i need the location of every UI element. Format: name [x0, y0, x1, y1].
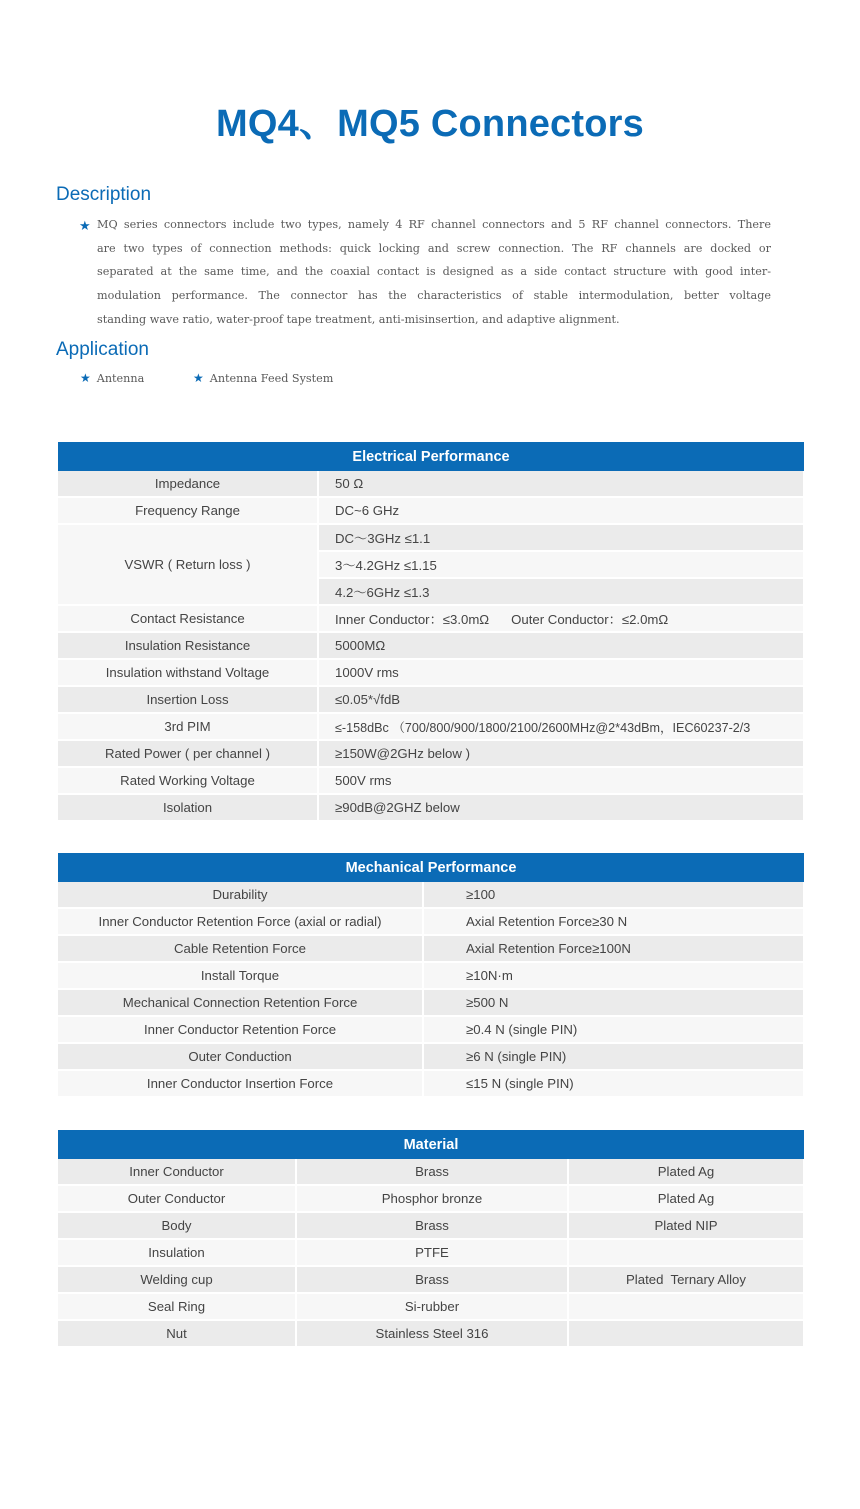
- table-row: [58, 1266, 804, 1293]
- spec-label: 3rd PIM: [58, 713, 318, 740]
- table-row: [58, 497, 804, 524]
- material-name: Phosphor bronze: [296, 1185, 568, 1212]
- material-table: [58, 1130, 805, 1348]
- table-row: [58, 1016, 804, 1043]
- spec-label: Install Torque: [58, 962, 423, 989]
- material-name: Si-rubber: [296, 1293, 568, 1320]
- spec-label: Impedance: [58, 471, 318, 497]
- part-name: Body: [58, 1212, 296, 1239]
- spec-value: 5000MΩ: [318, 632, 804, 659]
- application-heading: Application: [56, 339, 149, 360]
- spec-value: ≥100: [423, 882, 804, 908]
- spec-label: Inner Conductor Retention Force: [58, 1016, 423, 1043]
- spec-label: VSWR ( Return loss ): [58, 524, 318, 605]
- spec-value: DC~6 GHz: [318, 497, 804, 524]
- page-title: MQ4、MQ5 Connectors: [216, 103, 644, 145]
- spec-label: Insulation Resistance: [58, 632, 318, 659]
- electrical-performance-title: Electrical Performance: [58, 442, 804, 471]
- spec-value: ≥10N·m: [423, 962, 804, 989]
- spec-value: ≥90dB@2GHZ below: [318, 794, 804, 821]
- plating: Plated Ag: [568, 1185, 804, 1212]
- plating: [568, 1320, 804, 1347]
- table-row: [58, 767, 804, 794]
- spec-value: 3～4.2GHz ≤1.15: [318, 551, 804, 578]
- star-icon: ★: [193, 371, 204, 385]
- spec-label: Durability: [58, 882, 423, 908]
- spec-value: ≤0.05*√fdB: [318, 686, 804, 713]
- spec-label: Outer Conduction: [58, 1043, 423, 1070]
- table-row: [58, 605, 804, 632]
- material-name: PTFE: [296, 1239, 568, 1266]
- spec-value: ≥0.4 N (single PIN): [423, 1016, 804, 1043]
- description-line: are two types of connection methods: quick locking and screw connection. The RF channels are docked or: [97, 242, 771, 255]
- spec-value: ≤15 N (single PIN): [423, 1070, 804, 1097]
- spec-label: Contact Resistance: [58, 605, 318, 632]
- spec-value: ≥500 N: [423, 989, 804, 1016]
- spec-value: 1000V rms: [318, 659, 804, 686]
- spec-value: ≥150W@2GHz below ): [318, 740, 804, 767]
- description-line: MQ series connectors include two types, namely 4 RF channel connectors and 5 RF channel connectors. There: [97, 218, 771, 231]
- spec-value: Axial Retention Force≥30 N: [423, 908, 804, 935]
- spec-value: 4.2～6GHz ≤1.3: [318, 578, 804, 605]
- spec-label: Inner Conductor Retention Force (axial or radial): [58, 908, 423, 935]
- table-row: [58, 794, 804, 821]
- spec-value: 50 Ω: [318, 471, 804, 497]
- table-row: [58, 1293, 804, 1320]
- spec-label: Rated Working Voltage: [58, 767, 318, 794]
- mechanical-performance-table: [58, 853, 805, 1098]
- spec-label: Isolation: [58, 794, 318, 821]
- part-name: Inner Conductor: [58, 1159, 296, 1185]
- description-line: modulation performance. The connector has the characteristics of stable intermodulation, better voltage: [97, 289, 771, 302]
- plating: [568, 1239, 804, 1266]
- table-row: [58, 1070, 804, 1097]
- star-icon: ★: [80, 371, 91, 385]
- part-name: Seal Ring: [58, 1293, 296, 1320]
- table-row: [58, 908, 804, 935]
- table-row: [58, 989, 804, 1016]
- material-name: Stainless Steel 316: [296, 1320, 568, 1347]
- part-name: Welding cup: [58, 1266, 296, 1293]
- table-row: [58, 632, 804, 659]
- plating: Plated NIP: [568, 1212, 804, 1239]
- table-row: [58, 1185, 804, 1212]
- application-item: ★ Antenna Feed System: [193, 371, 334, 385]
- table-row: [58, 962, 804, 989]
- material-name: Brass: [296, 1266, 568, 1293]
- table-row: [58, 935, 804, 962]
- spec-value: Inner Conductor：≤3.0mΩ Outer Conductor：≤2.0mΩ: [318, 605, 804, 632]
- table-row: [58, 740, 804, 767]
- table-row: [58, 659, 804, 686]
- table-row: [58, 882, 804, 908]
- spec-label: Insertion Loss: [58, 686, 318, 713]
- spec-label: Inner Conductor Insertion Force: [58, 1070, 423, 1097]
- mechanical-performance-title: Mechanical Performance: [58, 853, 804, 882]
- table-row: [58, 1043, 804, 1070]
- spec-value: DC～3GHz ≤1.1: [318, 524, 804, 551]
- table-row: [58, 1320, 804, 1347]
- electrical-performance-table: [58, 442, 805, 822]
- table-row: [58, 524, 804, 551]
- part-name: Nut: [58, 1320, 296, 1347]
- material-name: Brass: [296, 1159, 568, 1185]
- star-icon: ★: [79, 218, 91, 233]
- spec-label: Frequency Range: [58, 497, 318, 524]
- table-row: [58, 1159, 804, 1185]
- spec-label: Mechanical Connection Retention Force: [58, 989, 423, 1016]
- plating: [568, 1293, 804, 1320]
- plating: Plated Ag: [568, 1159, 804, 1185]
- spec-value: 500V rms: [318, 767, 804, 794]
- table-row: [58, 1239, 804, 1266]
- plating: Plated Ternary Alloy: [568, 1266, 804, 1293]
- table-row: [58, 471, 804, 497]
- spec-label: Cable Retention Force: [58, 935, 423, 962]
- spec-label: Insulation withstand Voltage: [58, 659, 318, 686]
- material-name: Brass: [296, 1212, 568, 1239]
- part-name: Insulation: [58, 1239, 296, 1266]
- description-line: separated at the same time, and the coaxial contact is designed as a side contact structure with good inter-: [97, 265, 771, 278]
- spec-value: ≤-158dBc （700/800/900/1800/2100/2600MHz@2*43dBm，IEC60237-2/3: [318, 713, 804, 740]
- table-row: [58, 1212, 804, 1239]
- spec-label: Rated Power ( per channel ): [58, 740, 318, 767]
- spec-value: ≥6 N (single PIN): [423, 1043, 804, 1070]
- part-name: Outer Conductor: [58, 1185, 296, 1212]
- application-item: ★ Antenna: [80, 371, 145, 385]
- material-title: Material: [58, 1130, 804, 1159]
- spec-value: Axial Retention Force≥100N: [423, 935, 804, 962]
- table-row: [58, 686, 804, 713]
- description-line: standing wave ratio, water-proof tape treatment, anti-misinsertion, and adaptive alignment.: [97, 313, 620, 326]
- table-row: [58, 713, 804, 740]
- description-heading: Description: [56, 184, 152, 205]
